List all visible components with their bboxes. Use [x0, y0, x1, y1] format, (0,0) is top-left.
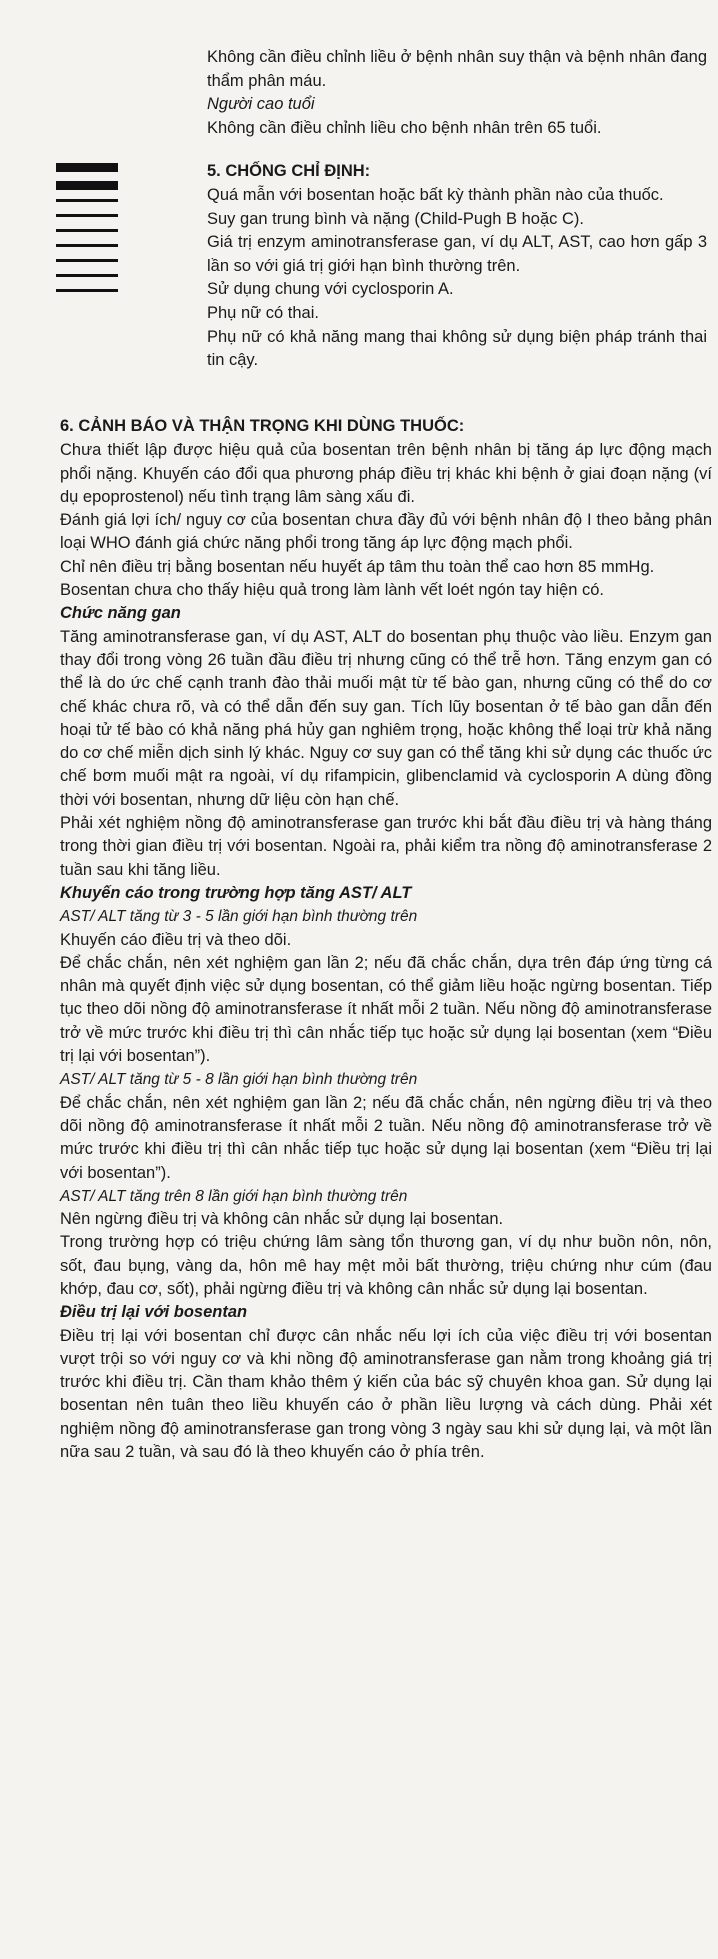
section-5-title: 5. CHỐNG CHỈ ĐỊNH: [207, 162, 371, 181]
subheading: AST/ ALT tăng từ 5 - 8 lần giới hạn bình thường trên [60, 1071, 418, 1089]
contra-item: Phụ nữ có thai. [207, 303, 319, 322]
bar-mark [56, 229, 118, 232]
paragraph: Nên ngừng điều trị và không cân nhắc sử dụng lại bosentan. [60, 1210, 504, 1229]
section-6-title: 6. CẢNH BÁO VÀ THẬN TRỌNG KHI DÙNG THUỐC: [60, 417, 465, 435]
section-6 [60, 415, 712, 1464]
bar-mark [56, 244, 118, 247]
liver-heading: Chức năng gan [60, 604, 181, 623]
subheading: AST/ ALT tăng từ 3 - 5 lần giới hạn bình thường trên [60, 908, 418, 926]
bar-mark [56, 214, 118, 217]
paragraph: Trong trường hợp có triệu chứng lâm sàng tổn thương gan, ví dụ như buồn nôn, nôn, sốt, đau bụng, vàng da, hôn mê hay mệt mỏi bất thường, triệu chứng như cúm (đau khớp, đau cơ, sốt), phải ngừng điều trị và không cân nhắc sử dụng lại bosentan. [60, 1233, 712, 1298]
subheading: AST/ ALT tăng trên 8 lần giới hạn bình thường trên [60, 1187, 408, 1205]
paragraph: Chỉ nên điều trị bằng bosentan nếu huyết áp tâm thu toàn thể cao hơn 85 mmHg. [60, 557, 655, 576]
bar-mark [56, 259, 118, 262]
paragraph: Điều trị lại với bosentan chỉ được cân nhắc nếu lợi ích của việc điều trị với bosentan vượt trội so với nguy cơ và khi nồng độ aminotransferase gan nằm trong khoảng giá trị trước khi điều trị. Cần tham khảo thêm ý kiến của bác sỹ chuyên khoa gan. Sử dụng lại bosentan nên tuân theo liều khuyến cáo ở phần liều lượng và cách dùng. Phải xét nghiệm nồng độ aminotransferase gan trong vòng 3 ngày sau khi sử dụng lại, và một lần nữa sau 2 tuần, và sau đó là theo khuyến cáo ở phía trên. [60, 1326, 712, 1462]
contra-item: Suy gan trung bình và nặng (Child-Pugh B hoặc C). [207, 209, 584, 228]
paragraph: Đánh giá lợi ích/ nguy cơ của bosentan chưa đầy đủ với bệnh nhân độ I theo bảng phân loại WHO đánh giá chức năng phổi trong tăng áp lực động mạch phổi. [60, 511, 712, 553]
renal-text: Không cần điều chỉnh liều ở bệnh nhân suy thận và bệnh nhân đang thẩm phân máu. [207, 48, 707, 90]
elderly-text: Không cần điều chỉnh liều cho bệnh nhân trên 65 tuổi. [207, 118, 602, 137]
bar-mark [56, 181, 118, 190]
retreatment-heading: Điều trị lại với bosentan [60, 1303, 248, 1322]
recommendation-heading: Khuyến cáo trong trường hợp tăng AST/ ALT [60, 883, 412, 902]
paragraph: Để chắc chắn, nên xét nghiệm gan lần 2; nếu đã chắc chắn, dựa trên đáp ứng từng cá nhân mà quyết định việc sử dụng bosentan, có thể giảm liều hoặc ngừng bosentan. Tiếp tục theo dõi nồng độ aminotransferase ít nhất mỗi 2 tuần. Nếu nồng độ aminotransferase trở về mức trước khi điều trị thì cân nhắc tiếp tục hoặc sử dụng lại bosentan (xem “Điều trị lại với bosentan”). [60, 953, 712, 1066]
paragraph: Để chắc chắn, nên xét nghiệm gan lần 2; nếu đã chắc chắn, nên ngừng điều trị và theo dõi nồng độ aminotransferase ít nhất mỗi 2 tuần. Nếu nồng độ aminotransferase trở về mức trước khi điều trị thì cân nhắc tiếp tục hoặc sử dụng lại bosentan (xem “Điều trị lại với bosentan”). [60, 1093, 712, 1182]
paragraph: Phải xét nghiệm nồng độ aminotransferase gan trước khi bắt đầu điều trị và hàng tháng trong thời gian điều trị với bosentan. Ngoài ra, phải kiểm tra nồng độ aminotransferase 2 tuần sau khi tăng liều. [60, 814, 712, 879]
decorative-bar-marks [56, 163, 118, 304]
contra-item: Sử dụng chung với cyclosporin A. [207, 280, 454, 299]
contra-item: Giá trị enzym aminotransferase gan, ví dụ ALT, AST, cao hơn gấp 3 lần so với giá trị giới hạn bình thường trên. [207, 233, 707, 275]
contra-item: Quá mẫn với bosentan hoặc bất kỳ thành phần nào của thuốc. [207, 185, 664, 204]
dosage-continuation-block [207, 46, 707, 373]
elderly-heading: Người cao tuổi [207, 95, 315, 114]
paragraph: Tăng aminotransferase gan, ví dụ AST, ALT do bosentan phụ thuộc vào liều. Enzym gan thay đổi trong vòng 26 tuần đầu điều trị nhưng cũng có thể trễ hơn. Tăng enzym gan có thể là do ức chế cạnh tranh đào thải muối mật từ tế bào gan, nhưng cũng có thể do cơ chế khác chưa rõ, và có thể dẫn đến suy gan. Tích lũy bosentan ở tế bào gan dẫn đến hoại tử tế bào có khả năng phá hủy gan nghiêm trọng, hoặc không thể loại trừ khả năng do cơ chế miễn dịch sinh lý khác. Nguy cơ suy gan có thể tăng khi sử dụng các thuốc ức chế bơm muối mật ra ngoài, ví dụ rifampicin, glibenclamid và cyclosporin A dùng đồng thời với bosentan, nhưng dữ liệu còn hạn chế. [60, 627, 712, 809]
bar-mark [56, 199, 118, 202]
contra-item: Phụ nữ có khả năng mang thai không sử dụng biện pháp tránh thai tin cậy. [207, 327, 707, 370]
paragraph: Bosentan chưa cho thấy hiệu quả trong làm lành vết loét ngón tay hiện có. [60, 581, 604, 600]
bar-mark [56, 274, 118, 277]
bar-mark [56, 289, 118, 292]
paragraph: Khuyến cáo điều trị và theo dõi. [60, 930, 292, 949]
paragraph: Chưa thiết lập được hiệu quả của bosentan trên bệnh nhân bị tăng áp lực động mạch phổi nặng. Khuyến cáo đổi qua phương pháp điều trị khác khi bệnh ở giai đoạn nặng (ví dụ epoprostenol) nếu tình trạng lâm sàng xấu đi. [60, 441, 712, 506]
bar-mark [56, 163, 118, 172]
